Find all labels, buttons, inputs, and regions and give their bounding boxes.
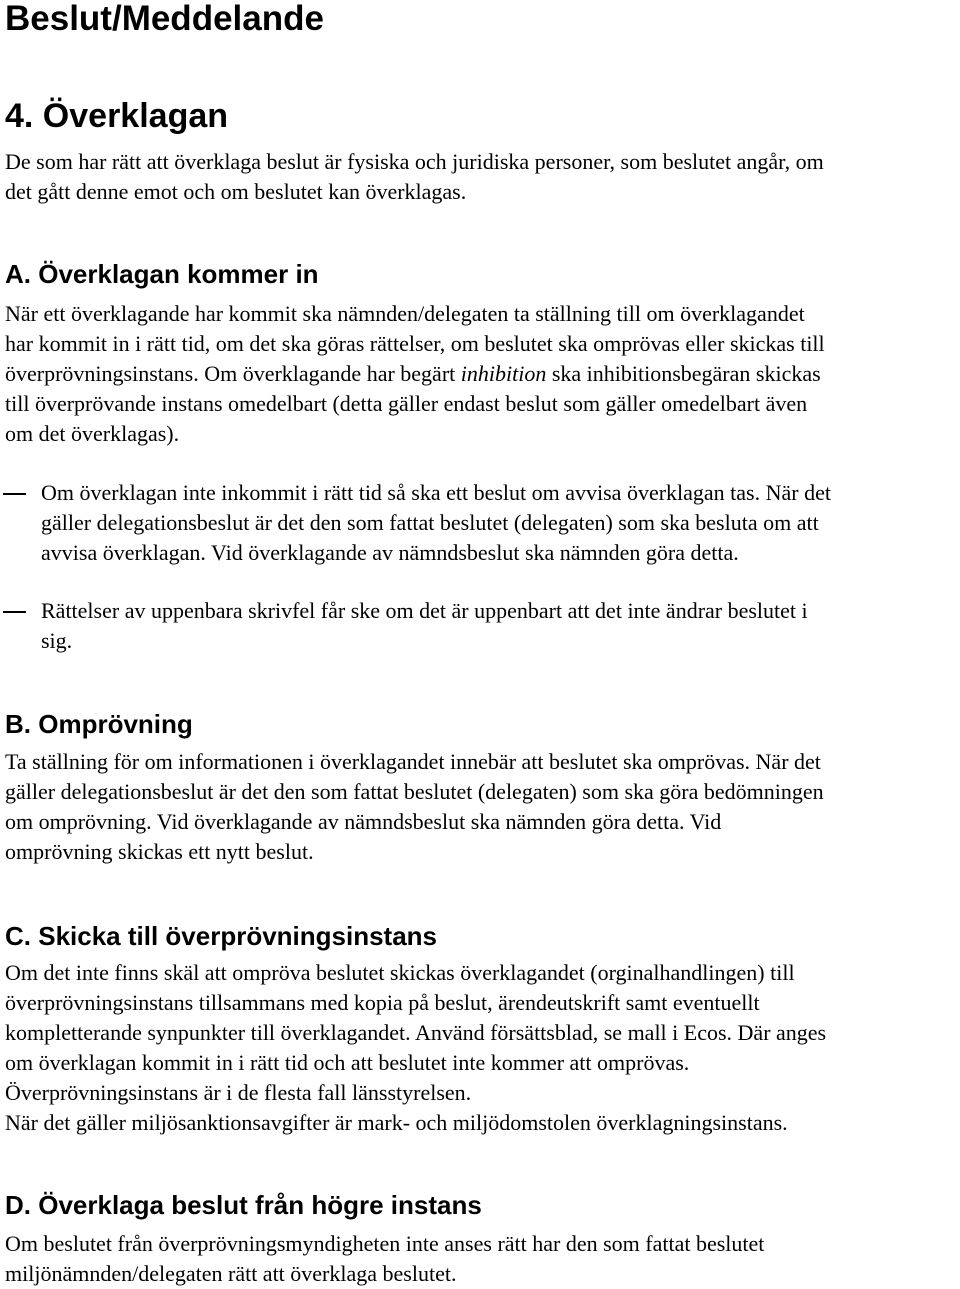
text-run: ska inhibitionsbegäran skickas <box>546 361 821 386</box>
subsection-c-paragraph <box>5 958 957 1138</box>
text-line: Om överklagan inte inkommit i rätt tid så ska ett beslut om avvisa överklagan tas. När det <box>41 480 831 505</box>
subsection-a-paragraph <box>5 299 957 449</box>
text-line: Överprövningsinstans är i de flesta fall länsstyrelsen. <box>5 1080 472 1105</box>
text-line: om överklagan kommit in i rätt tid och att beslutet inte kommer att omprövas. <box>5 1050 690 1075</box>
text-line: gäller delegationsbeslut är det den som fattat beslutet (delegaten) som ska besluta om att <box>41 510 819 535</box>
text-line: till överprövande instans omedelbart (detta gäller endast beslut som gäller omedelbart även <box>5 391 808 416</box>
text-line: När ett överklagande har kommit ska nämnden/delegaten ta ställning till om överklagandet <box>5 301 805 326</box>
text-line: kompletterande synpunkter till överklagandet. Använd försättsblad, se mall i Ecos. Där anges <box>5 1020 827 1045</box>
bullet-text <box>41 478 831 568</box>
text-line: Ta ställning för om informationen i överklagandet innebär att beslutet ska omprövas. När det <box>5 749 821 774</box>
text-line: om omprövning. Vid överklagande av nämndsbeslut ska nämnden göra detta. Vid <box>5 809 722 834</box>
text-line: gäller delegationsbeslut är det den som fattat beslutet (delegaten) som ska göra bedömningen <box>5 779 824 804</box>
bullet-text <box>41 596 808 656</box>
subsection-b-heading: B. Omprövning <box>5 709 193 739</box>
text-line: det gått denne emot och om beslutet kan överklagas. <box>5 179 467 204</box>
text-line: överprövningsinstans tillsammans med kopia på beslut, ärendeutskrift samt eventuellt <box>5 990 760 1015</box>
text-line: miljönämnden/delegaten rätt att överklaga beslutet. <box>5 1261 457 1286</box>
text-line: om det överklagas). <box>5 421 180 446</box>
text-line: omprövning skickas ett nytt beslut. <box>5 839 314 864</box>
subsection-d-paragraph <box>5 1229 957 1289</box>
dash-bullet-icon <box>3 493 26 495</box>
intro-paragraph <box>5 147 957 207</box>
text-line: Rättelser av uppenbara skrivfel får ske om det är uppenbart att det inte ändrar beslutet i <box>41 598 808 623</box>
text-line: Om beslutet från överprövningsmyndigheten inte anses rätt har den som fattat beslutet <box>5 1231 765 1256</box>
text-line: När det gäller miljösanktionsavgifter är mark- och miljödomstolen överklagningsinstans. <box>5 1110 788 1135</box>
document-title: Beslut/Meddelande <box>5 0 324 38</box>
subsection-b-paragraph <box>5 747 957 867</box>
subsection-d-heading: D. Överklaga beslut från högre instans <box>5 1190 482 1220</box>
text-line: sig. <box>41 628 73 653</box>
section-heading: 4. Överklagan <box>5 97 229 135</box>
subsection-a-heading: A. Överklagan kommer in <box>5 259 319 289</box>
text-line: Om det inte finns skäl att ompröva beslutet skickas överklagandet (orginalhandlingen) till <box>5 960 795 985</box>
inhibition-term: inhibition <box>460 361 547 386</box>
text-line: har kommit in i rätt tid, om det ska göras rättelser, om beslutet ska omprövas eller skickas till <box>5 331 825 356</box>
dash-bullet-icon <box>3 611 26 613</box>
text-line: avvisa överklagan. Vid överklagande av nämndsbeslut ska nämnden göra detta. <box>41 540 739 565</box>
subsection-c-heading: C. Skicka till överprövningsinstans <box>5 921 438 951</box>
text-run: överprövningsinstans. Om överklagande har begärt <box>5 361 461 386</box>
text-line: De som har rätt att överklaga beslut är fysiska och juridiska personer, som beslutet angår, om <box>5 149 824 174</box>
